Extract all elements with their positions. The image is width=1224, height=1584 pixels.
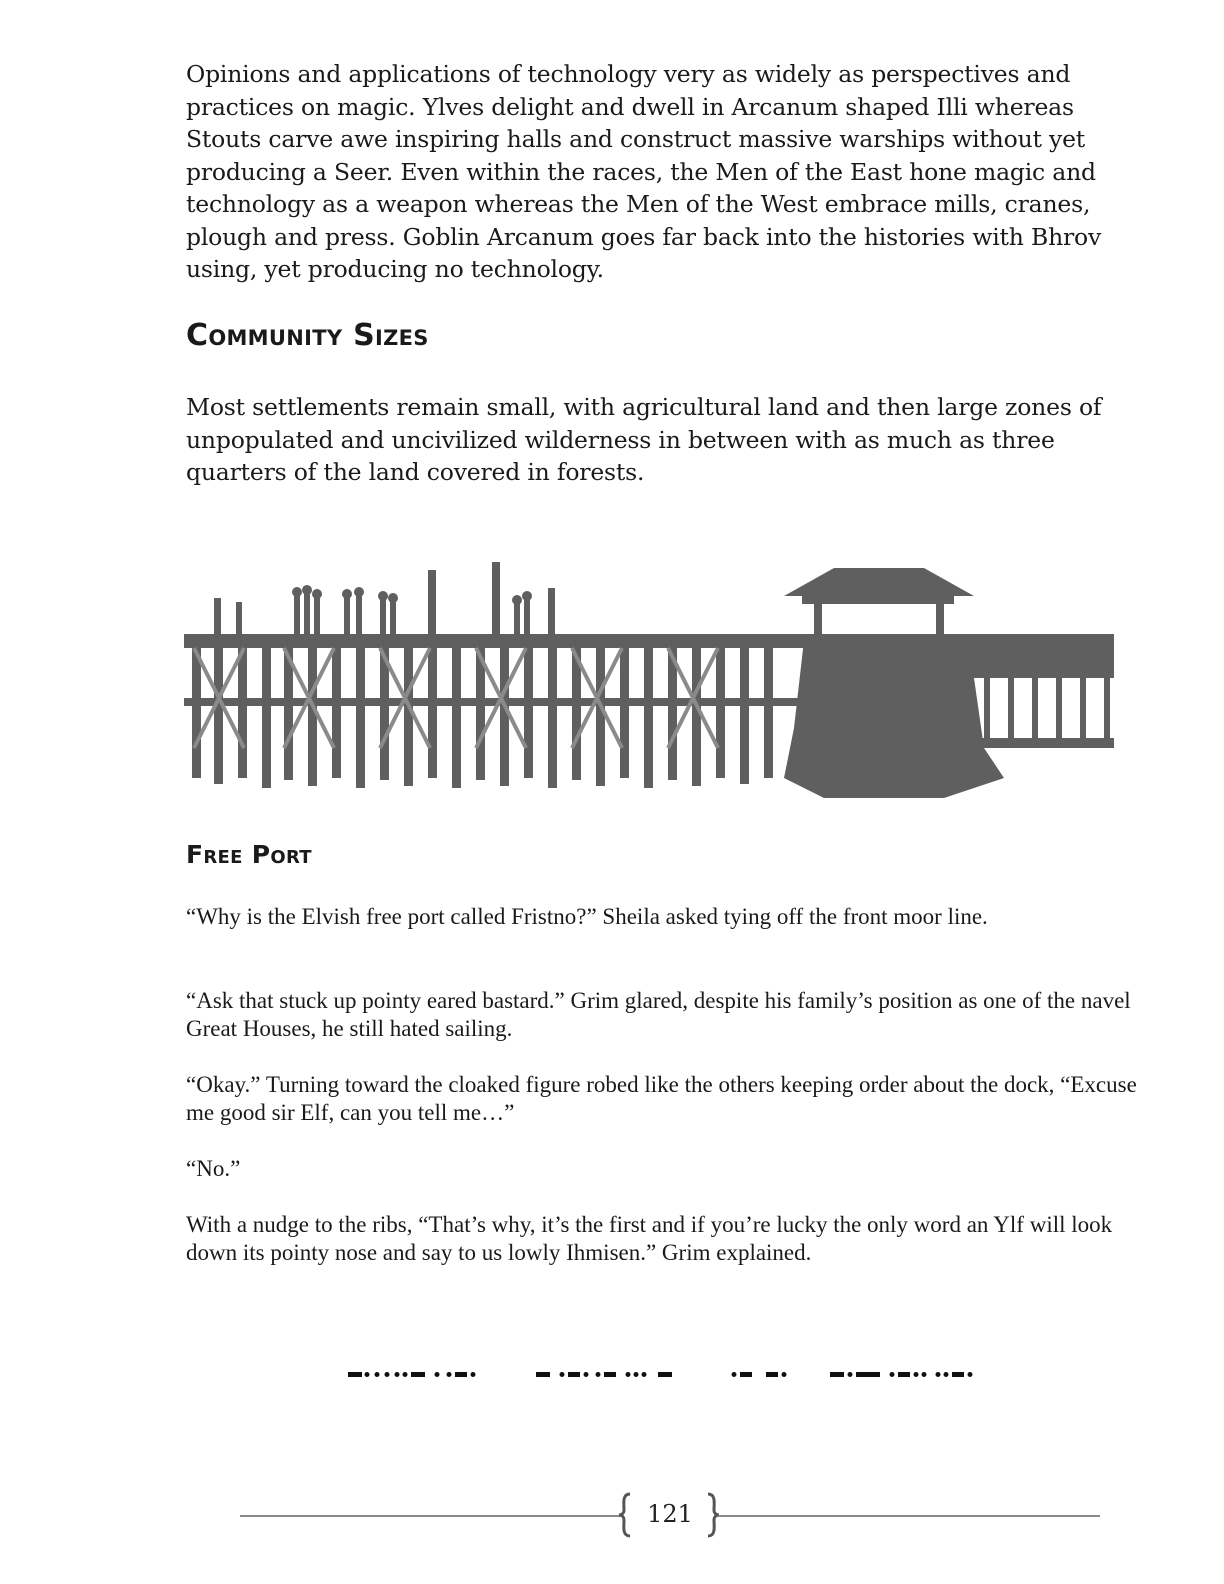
- section-heading-community-sizes: Community Sizes: [186, 318, 429, 353]
- intro-paragraph: Opinions and applications of technology very as widely as perspectives and practices on magic. Ylves delight and dwell in Arcanum shaped Illi whereas Stouts carve awe inspiring halls and construct massive warships without yet producing a Seer. Even within the races, the Men of the East hone magic and technology as a weapon whereas the Men of the West embrace mills, cranes, plough and press. Goblin Arcanum goes far back into the histories with Bhrov using, yet producing no technology.: [186, 60, 1102, 283]
- page-number: 121: [647, 1500, 693, 1528]
- story-paragraph: “Why is the Elvish free port called Fristno?” Sheila asked tying off the front moor line.: [186, 904, 988, 929]
- community-paragraph: Most settlements remain small, with agricultural land and then large zones of unpopulated and uncivilized wilderness in between with as much as three quarters of the land covered in forests.: [186, 393, 1102, 486]
- left-brace-icon: [618, 1492, 632, 1538]
- bridge-illustration: [184, 548, 1114, 810]
- footer-rule-left: [240, 1515, 620, 1517]
- page-footer: [0, 1490, 1224, 1540]
- story-paragraph: “Ask that stuck up pointy eared bastard.” Grim glared, despite his family’s position as one of the navel Great Houses, he still hated sailing.: [186, 988, 1131, 1041]
- story-paragraph: “Okay.” Turning toward the cloaked figure robed like the others keeping order about the dock, “Excuse me good sir Elf, can you tell me…”: [186, 1072, 1137, 1125]
- morse-code-divider-icon: [346, 1362, 986, 1386]
- footer-rule-right: [718, 1515, 1100, 1517]
- story-paragraph: “No.”: [186, 1156, 241, 1181]
- section-heading-free-port: Free Port: [186, 840, 312, 869]
- story-paragraph: With a nudge to the ribs, “That’s why, it’s the first and if you’re lucky the only word an Ylf will look down its pointy nose and say to us lowly Ihmisen.” Grim explained.: [186, 1212, 1113, 1265]
